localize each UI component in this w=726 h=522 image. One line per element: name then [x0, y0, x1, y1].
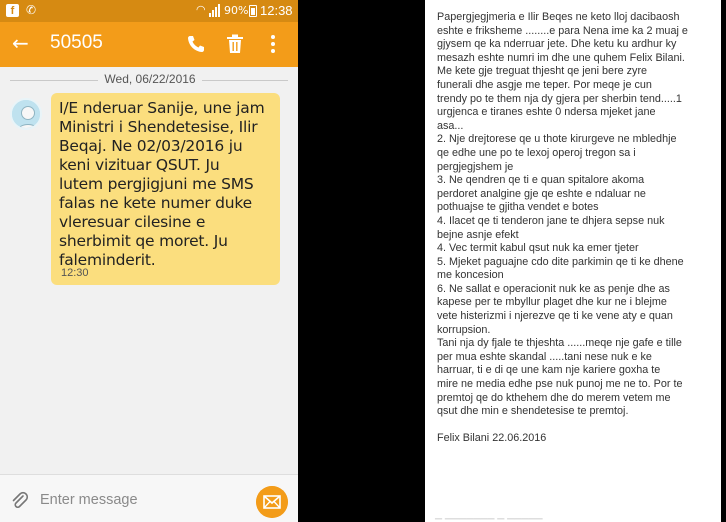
missed-call-icon: ✆ [26, 3, 37, 17]
battery-icon [249, 5, 257, 17]
message-time: 12:30 [61, 267, 89, 279]
message-bubble[interactable] [51, 93, 280, 285]
trash-icon[interactable] [226, 34, 244, 54]
battery-percent: 90% [224, 4, 249, 17]
status-time: 12:38 [260, 3, 293, 18]
compose-bar [0, 474, 298, 522]
facebook-notification-icon: f [6, 4, 19, 17]
post-body: Papergjegjmeria e Ilir Beqes ne keto lloj dacibaosh eshte e friksheme ........e para Nena ime ka 2 muaj e gjysem qe ka nderruar jete. Dhe ketu ku ardhur ky mesazh eshte numri im dhe une quhem Felix Bilani. Me kete gje treguat thjesht qe jeni bere zyre funerali dhe asgje me teper. Por meqe je cun trendy po te them nja dy gjera per sherbin tend.....1 urgjenca e tiranes eshte 0 ndersa mjeket jane asa... 2. Nje drejtorese qe u thote kirurgeve ne mbledhje qe edhe une po te lexoj operoj tregon sa i pergjegjshem je 3. Ne qendren qe ti e quan spitalore akoma perdoret analgine gje qe eshte e ndaluar ne pothuajse te gjitha vendet e botes 4. Ilacet qe ti tenderon jane te dhjera sepse nuk bejne asnje efekt 4. Vec termit kabul qsut nuk ka emer tjeter 5. Mjeket paguajne cdo dite parkimin qe ti ke dhene me koncesion 6. Ne sallat e operacionit nuk ke as penje dhe as kapese per te mbyllur plaget dhe kur ne i blejme vete histerizmi i njerezve qe ti ke vene aty e quan korrupsion. Tani nja dy fjale te thjeshta ......meqe nje gafe e tille per mua eshte skandal .....tani nese nuk e ke harruar, ti e di qe une kam nje kariere goxha te mire ne media edhe pse nuk punoj me ne to. Por te premtoj qe do kthehem dhe do merem vetem me qsut dhe min e shendetesise te premtoj. [437, 11, 688, 418]
send-message-icon[interactable] [256, 486, 288, 518]
message-text: I/E nderuar Sanije, une jam Ministri i Shendetesise, Ilir Beqaj. Ne 02/03/2016 ju keni vizituar QSUT. Ju lutem pergjigjuni me SMS falas ne kete numer duke vleresuar cilesine e sherbimit qe moret. Ju faleminderit. [59, 99, 265, 269]
more-options-icon[interactable] [266, 34, 280, 54]
post-signature: Felix Bilani 22.06.2016 [437, 431, 547, 444]
contact-avatar[interactable] [10, 98, 42, 130]
post-actions-cutoff: ─ ─────── ─ ───── [435, 514, 543, 522]
wifi-icon: ◠ [196, 3, 206, 16]
divider-line [202, 80, 288, 81]
back-arrow-icon[interactable]: ← [12, 31, 29, 55]
person-icon [12, 100, 42, 130]
phone-call-icon[interactable] [186, 34, 206, 54]
divider-line [10, 80, 98, 81]
message-input[interactable] [40, 489, 240, 511]
conversation-date: Wed, 06/22/2016 [104, 72, 196, 86]
app-bar [0, 22, 298, 67]
text-post [425, 0, 721, 522]
conversation-title: 50505 [50, 32, 103, 53]
date-divider [0, 72, 298, 90]
signal-icon [209, 4, 221, 17]
sms-app-screen [0, 0, 298, 522]
status-bar [0, 0, 298, 22]
attach-paperclip-icon[interactable] [10, 491, 30, 511]
